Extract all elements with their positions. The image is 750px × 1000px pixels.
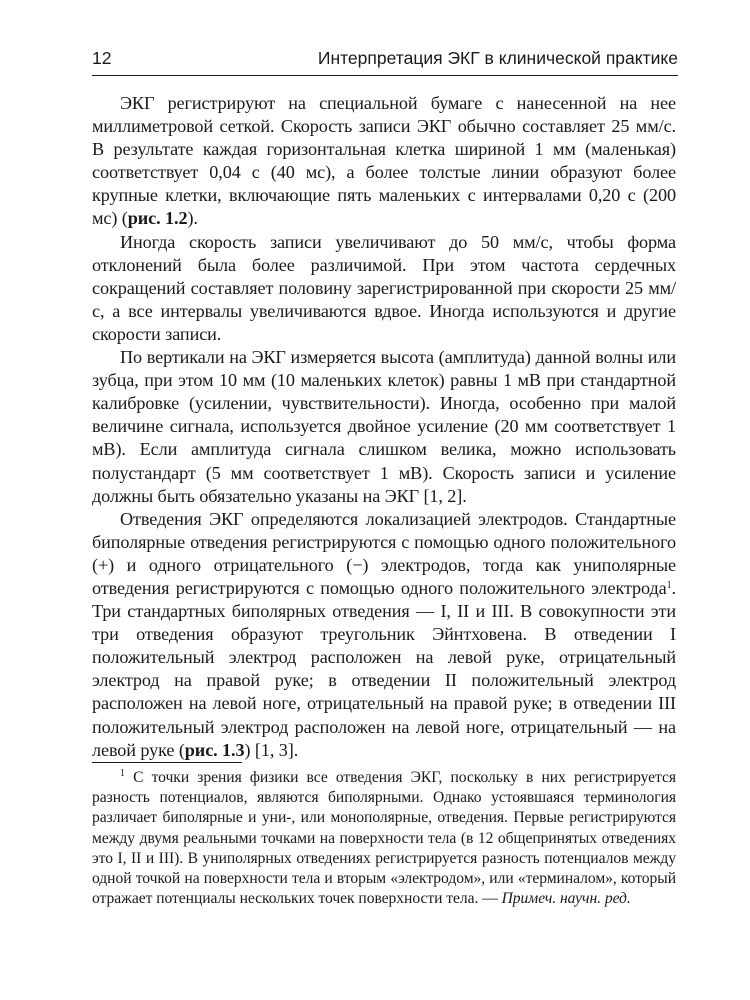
text-run: ) [1, 3]. — [244, 739, 299, 760]
text-run: С точки зрения физики все отведения ЭКГ, поскольку в них регистрируется разность потенциалов, являются биполярными. Однако устоявшаяся терминология различает биполярные и уни-, или монополярные, отведения. Первые регистрируются между двумя реальными точками на поверхности тела (в 12 общепринятых отведениях это I, II и III). В униполярных отведениях регистрируется разность потенциалов между одной точкой на поверхности тела и вторым «электродом», или «терминалом», который отражает потенциалы нескольких точек поверхности тела. — — [92, 769, 676, 908]
footnote-marker: 1 — [666, 579, 672, 591]
paragraph — [92, 92, 676, 231]
text-run: Отведения ЭКГ определяются локализацией электродов. Стандартные биполярные отведения регистрируются с помощью одного положительного (+) и одного отрицательного (−) электродов, тогда как униполярные отведения регистрируются с помощью одного положительного электрода — [92, 508, 676, 598]
footnote-divider — [92, 762, 242, 763]
footnote — [92, 768, 676, 909]
running-title: Интерпретация ЭКГ в клинической практике — [317, 48, 678, 68]
page-number: 12 — [92, 48, 112, 68]
text-run: . Три стандартных биполярных отведения — I, II и III. В совокупности эти три отведения образуют треугольник Эйнтховена. В отведении I положительный электрод расположен на левой руке, отрицательный электрод на правой руке; в отведении II положительный электрод расположен на левой ноге, отрицательный на правой руке; в отведении III положительный электрод расположен на левой ноге, отрицательный — на левой руке ( — [92, 577, 676, 760]
paragraph — [92, 346, 676, 508]
paragraph — [92, 231, 676, 346]
editor-note: Примеч. научн. ред. — [501, 890, 631, 908]
footnote-marker: 1 — [120, 768, 125, 779]
text-run: ). — [187, 208, 198, 229]
figure-reference: рис. 1.2 — [127, 208, 188, 229]
running-header — [92, 44, 678, 74]
paragraph — [92, 508, 676, 762]
text-run: ЭКГ регистрируют на специальной бумаге с нанесенной на нее миллиметровой сеткой. Скорость записи ЭКГ обычно составляет 25 мм/с. В результате каждая горизонтальная клетка шириной 1 мм (маленькая) соответствует 0,04 с (40 мс), а более толстые линии образуют более крупные клетки, включающие пять маленьких с интервалами 0,20 с (200 мс) ( — [92, 93, 676, 229]
text-run: Иногда скорость записи увеличивают до 50 мм/с, чтобы форма отклонений была более различимой. При этом частота сердечных сокращений составляет половину зарегистрированной при скорости 25 мм/с, а все интервалы увеличиваются вдвое. Иногда используются и другие скорости записи. — [92, 231, 676, 344]
body-text — [92, 92, 676, 762]
text-run: По вертикали на ЭКГ измеряется высота (амплитуда) данной волны или зубца, при этом 10 мм (10 маленьких клеток) равны 1 мВ при стандартной калибровке (усилении, чувствительности). Иногда, особенно при малой величине сигнала, используется двойное усиление (20 мм соответствует 1 мВ). Если амплитуда сигнала слишком велика, можно использовать полустандарт (5 мм соответствует 1 мВ). Скорость записи и усиление должны быть обязательно указаны на ЭКГ [1, 2]. — [92, 347, 676, 506]
header-divider — [92, 75, 678, 76]
figure-reference: рис. 1.3 — [184, 739, 245, 760]
